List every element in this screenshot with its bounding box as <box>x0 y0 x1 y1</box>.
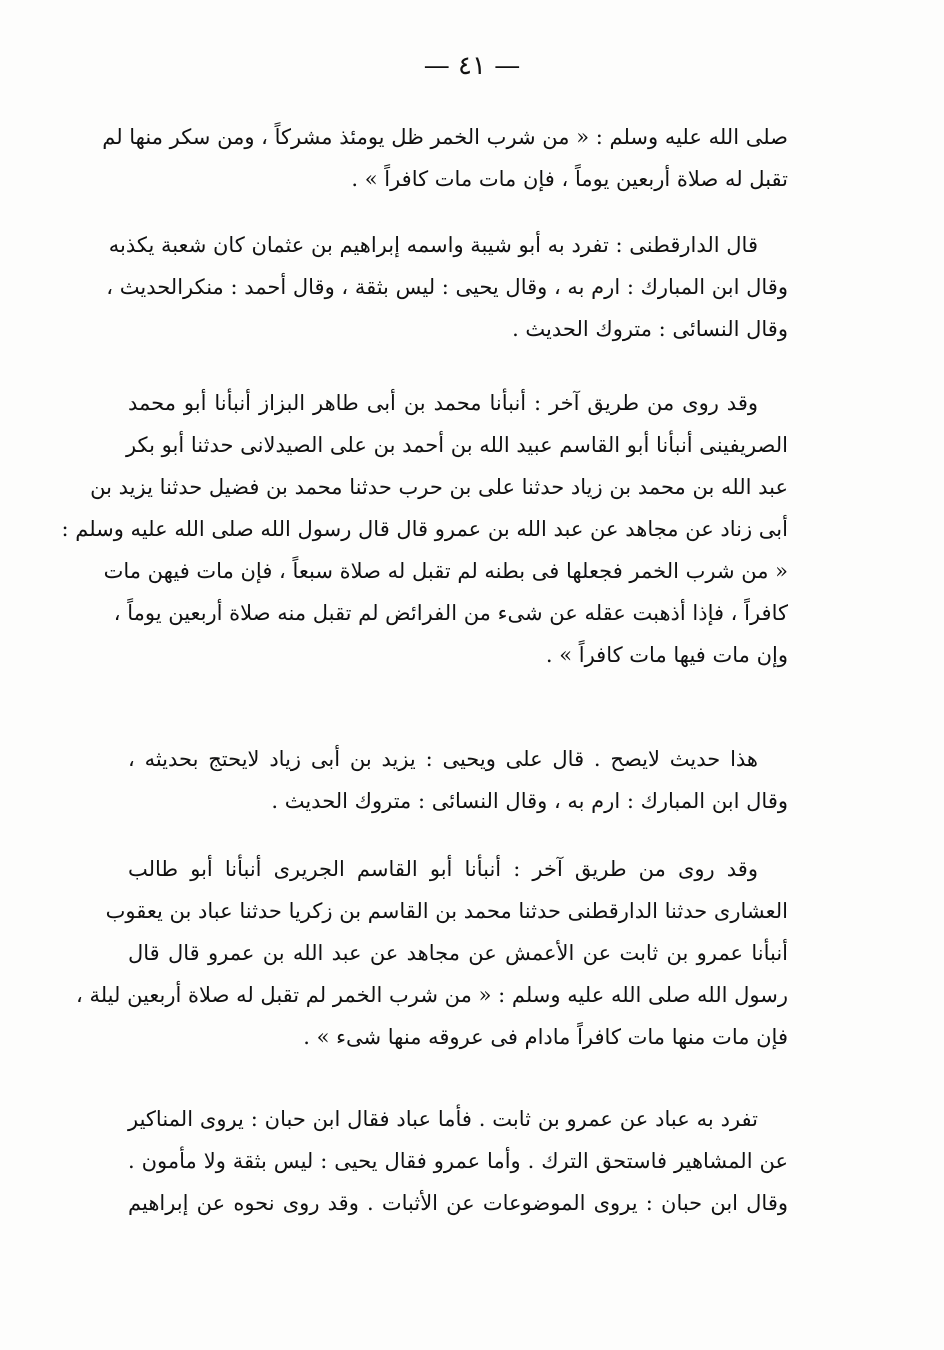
paragraph-3 <box>61 382 788 676</box>
text-line: « من شرب الخمر فجعلها فى بطنه لم تقبل له صلاة سبعاً ، فإن مات فيهن مات <box>103 559 788 583</box>
paragraph-1 <box>102 116 788 200</box>
text-line: عبد الله بن محمد بن زياد حدثنا على بن حرب حدثنا محمد بن فضيل حدثنا يزيد بن <box>90 475 788 499</box>
text-line: أبى زناد عن مجاهد عن عبد الله بن عمرو قال قال رسول الله صلى الله عليه وسلم : <box>61 517 788 541</box>
text-line: هذا حديث لايصح . قال على ويحيى : يزيد بن أبى زياد لايحتج بحديثه ، <box>128 747 758 771</box>
text-line: قال الدارقطنى : تفرد به أبو شيبة واسمه إبراهيم بن عثمان كان شعبة يكذبه <box>108 233 758 257</box>
text-line: وقد روى من طريق آخر : أنبأنا أبو القاسم الجريرى أنبأنا أبو طالب <box>128 857 758 881</box>
text-line: كافراً ، فإذا أذهبت عقله عن شىء من الفرائض لم تقبل منه صلاة أربعين يوماً ، <box>113 601 788 625</box>
paragraph-2 <box>106 224 788 350</box>
paragraph-4 <box>128 738 788 822</box>
text-line: وإن مات فيها مات كافراً » . <box>545 643 788 667</box>
text-line: وقال النسائى : متروك الحديث . <box>512 317 788 341</box>
text-line: صلى الله عليه وسلم : « من شرب الخمر ظل يومئذ مشركاً ، ومن سكر منها لم <box>102 125 788 149</box>
text-line: رسول الله صلى الله عليه وسلم : « من شرب الخمر لم تقبل له صلاة أربعين ليلة ، <box>76 983 788 1007</box>
text-line: وقد روى من طريق آخر : أنبأنا محمد بن أبى طاهر البزاز أنبأنا أبو محمد <box>128 391 758 415</box>
text-line: وقال ابن حبان : يروى الموضوعات عن الأثبات . وقد روى نحوه عن إبراهيم <box>128 1191 788 1215</box>
text-line: عن المشاهير فاستحق الترك . وأما عمرو فقال يحيى : ليس بثقة ولا مأمون . <box>128 1149 788 1173</box>
paragraph-5 <box>76 848 788 1058</box>
text-line: وقال ابن المبارك : ارم به ، وقال يحيى : ليس بثقة ، وقال أحمد : منكرالحديث ، <box>106 275 788 299</box>
text-line: وقال ابن المبارك : ارم به ، وقال النسائى : متروك الحديث . <box>271 789 788 813</box>
text-line: أنبأنا عمرو بن ثابت عن الأعمش عن مجاهد عن عبد الله بن عمرو قال قال <box>128 941 788 965</box>
text-line: تفرد به عباد عن عمرو بن ثابت . فأما عباد فقال ابن حبان : يروى المناكير <box>128 1107 758 1131</box>
text-line: العشارى حدثنا الدارقطنى حدثنا محمد بن القاسم بن زكريا حدثنا عباد بن يعقوب <box>105 899 788 923</box>
page-number: — ٤١ — <box>423 51 521 81</box>
text-line: فإن مات منها مات كافراً مادام فى عروقه منها شىء » . <box>303 1025 788 1049</box>
text-line: الصريفينى أنبأنا أبو القاسم عبيد الله بن أحمد بن على الصيدلانى حدثنا أبو بكر <box>125 433 788 457</box>
paragraph-6 <box>128 1098 788 1224</box>
text-line: تقبل له صلاة أربعين يوماً ، فإن مات مات كافراً » . <box>351 167 788 191</box>
